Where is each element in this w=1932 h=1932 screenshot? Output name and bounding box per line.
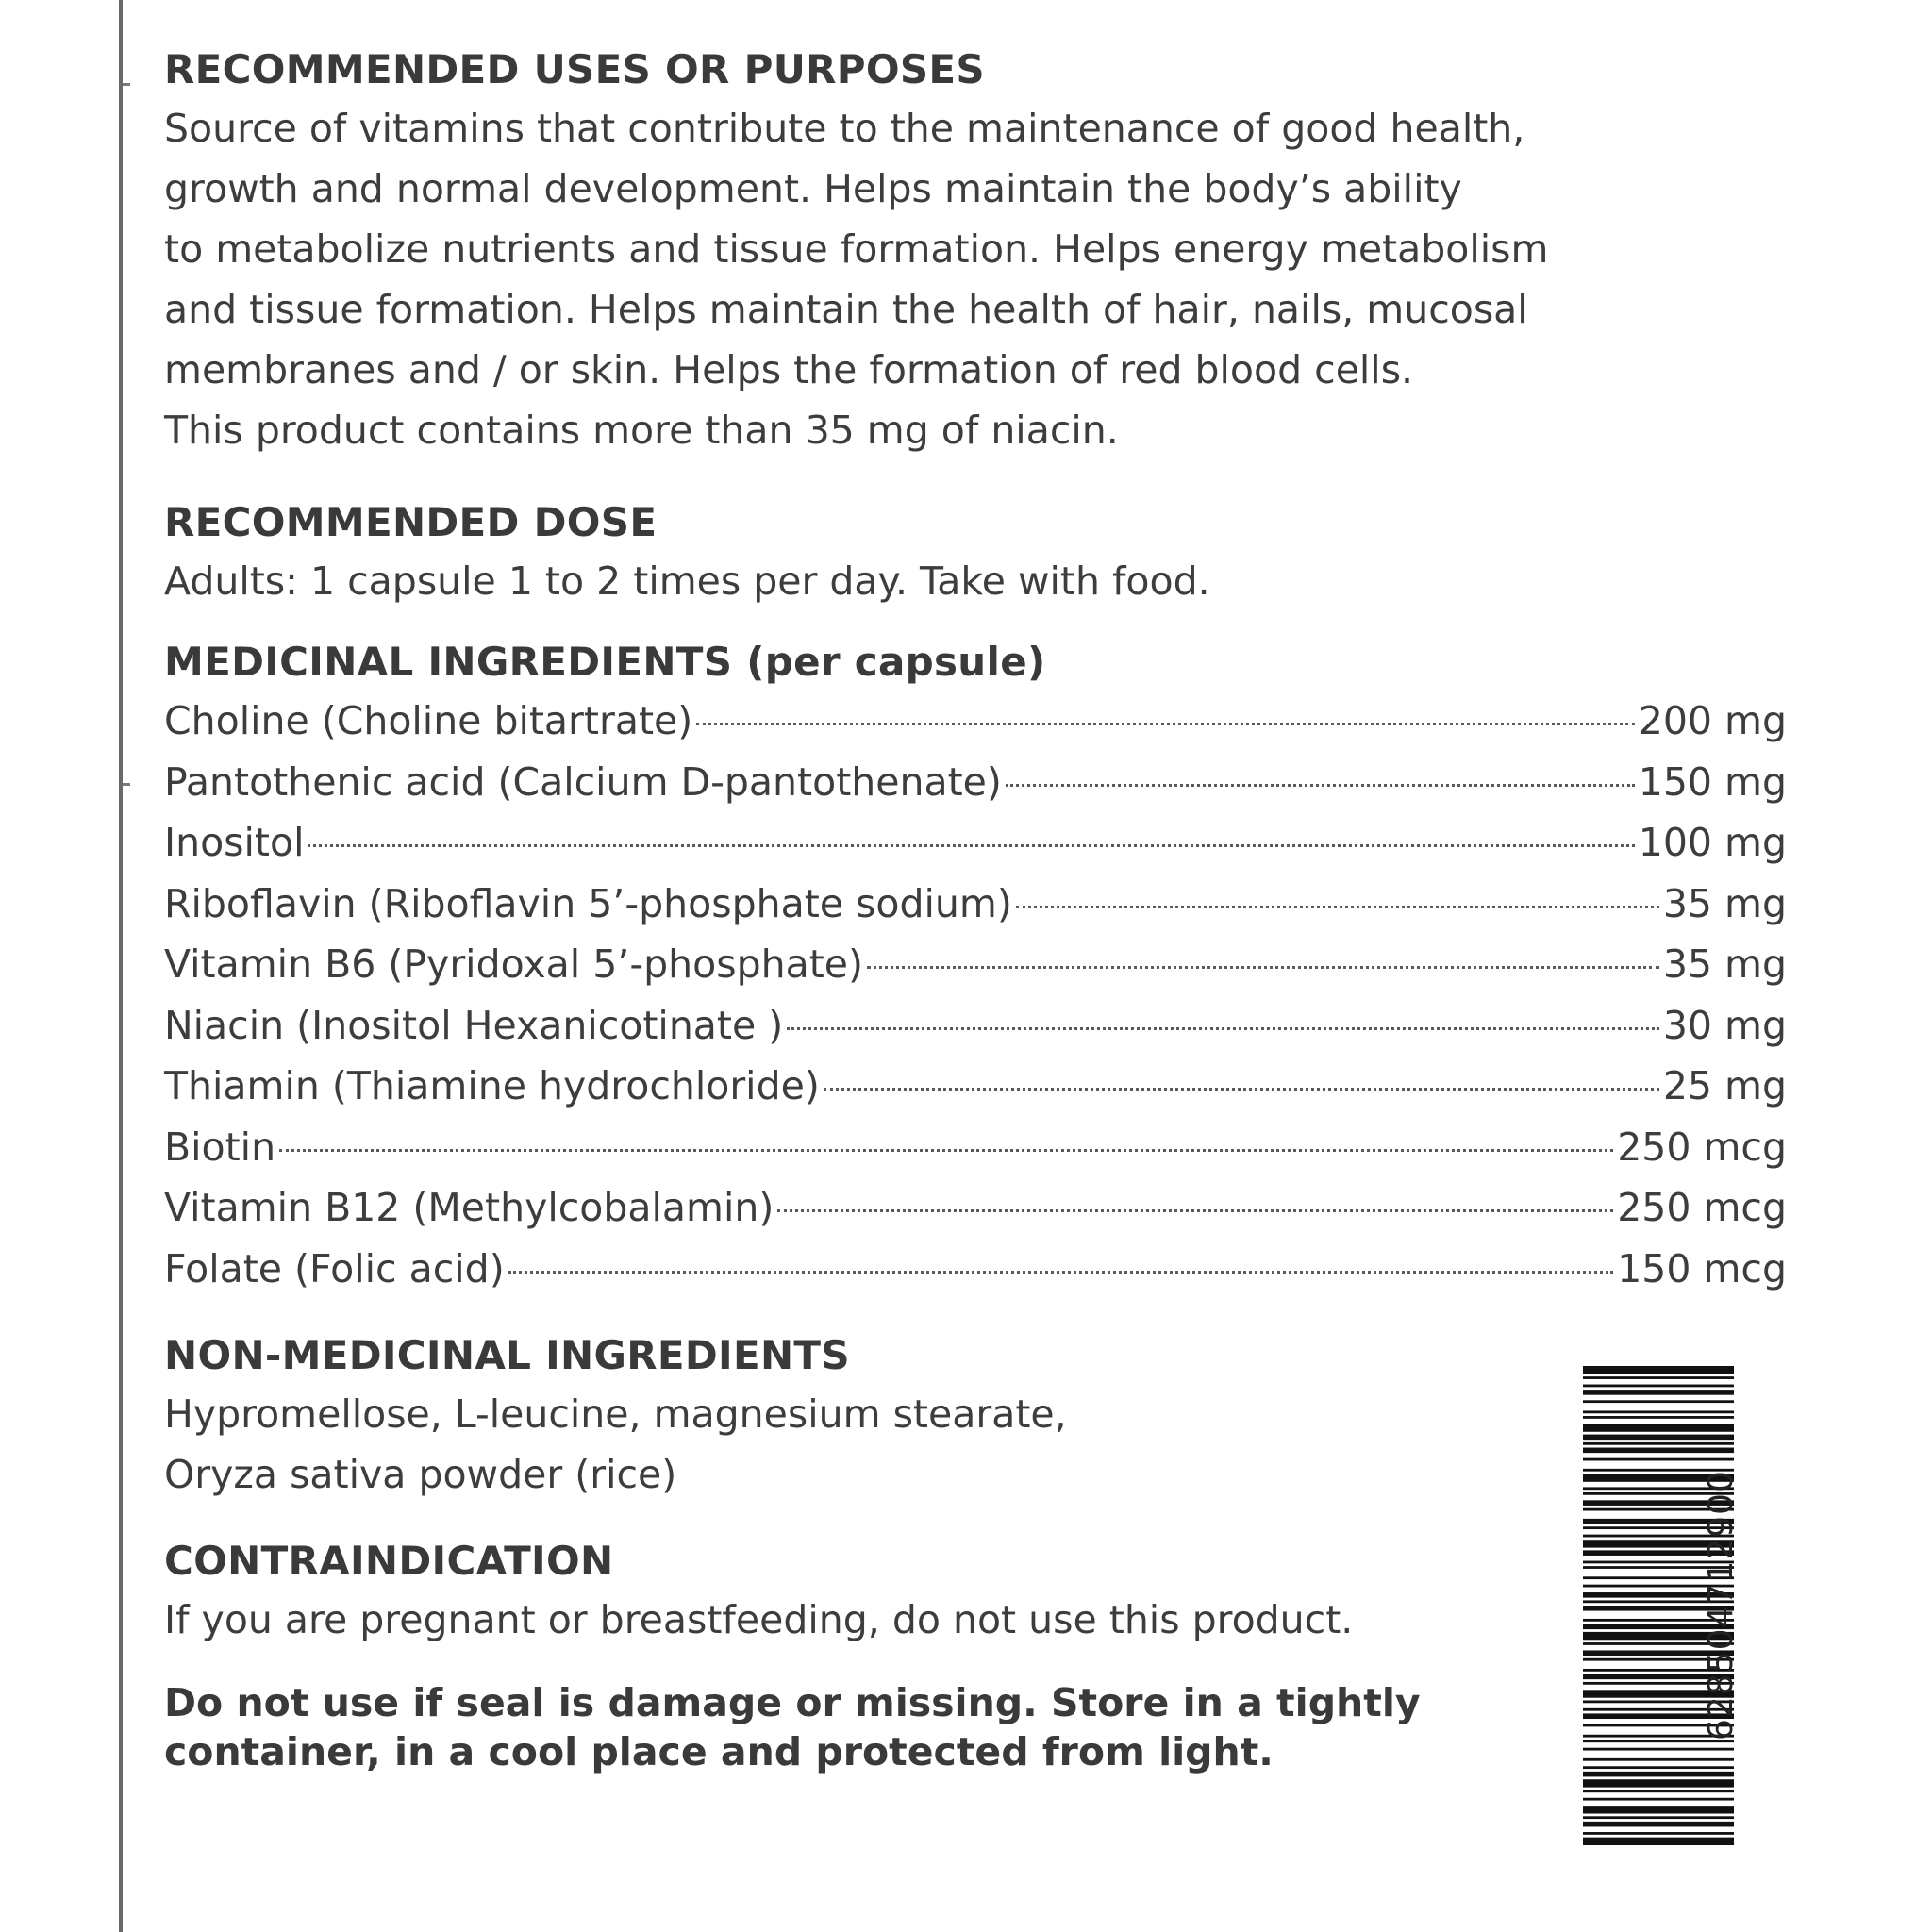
warning-line: Do not use if seal is damage or missing. Store in a tightly [164, 1680, 1421, 1725]
dot-leader [308, 844, 1634, 847]
label-content [164, 42, 1787, 1776]
dose-section [164, 494, 1787, 611]
uses-line: to metabolize nutrients and tissue formation. Helps energy metabolism [164, 226, 1549, 272]
ingredient-name: Vitamin B12 (Methylcobalamin) [164, 1185, 774, 1230]
dot-leader [824, 1088, 1659, 1091]
dot-leader [1016, 906, 1659, 908]
uses-line: membranes and / or skin. Helps the formation of red blood cells. [164, 347, 1414, 392]
ingredient-row [164, 1056, 1787, 1117]
dot-leader [508, 1271, 1614, 1274]
ingredient-amount: 30 mg [1662, 1002, 1787, 1048]
ingredient-row [164, 1239, 1787, 1300]
ingredient-name: Niacin (Inositol Hexanicotinate ) [164, 1002, 784, 1048]
medicinal-heading [164, 634, 1787, 691]
contraindication-section [164, 1533, 1787, 1650]
medicinal-heading-suffix: (per capsule) [746, 639, 1046, 685]
ingredient-row [164, 934, 1787, 995]
ingredient-name: Inositol [164, 820, 305, 865]
non-medicinal-line: Oryza sativa powder (rice) [164, 1452, 677, 1497]
ingredient-name: Choline (Choline bitartrate) [164, 698, 693, 743]
ingredient-name: Biotin [164, 1124, 276, 1170]
border-tick [123, 83, 130, 86]
ingredient-name: Thiamin (Thiamine hydrochloride) [164, 1063, 820, 1108]
storage-warning [164, 1678, 1787, 1776]
ingredient-row [164, 995, 1787, 1057]
ingredient-amount: 25 mg [1662, 1063, 1787, 1108]
dot-leader [696, 723, 1634, 725]
ingredient-row [164, 691, 1787, 752]
ingredient-row [164, 752, 1787, 813]
uses-line: Source of vitamins that contribute to the maintenance of good health, [164, 106, 1525, 151]
ingredient-amount: 35 mg [1662, 880, 1787, 926]
uses-line: growth and normal development. Helps maintain the body’s ability [164, 166, 1462, 211]
ingredient-amount: 200 mg [1638, 698, 1787, 743]
non-medicinal-section [164, 1327, 1787, 1505]
dot-leader [279, 1149, 1613, 1152]
ingredient-name: Vitamin B6 (Pyridoxal 5’-phosphate) [164, 941, 864, 987]
non-medicinal-line: Hypromellose, L-leucine, magnesium stearate, [164, 1391, 1067, 1437]
uses-heading: RECOMMENDED USES OR PURPOSES [164, 46, 985, 92]
contraindication-heading: CONTRAINDICATION [164, 1538, 614, 1584]
ingredient-amount: 250 mcg [1617, 1124, 1787, 1170]
ingredient-name: Riboflavin (Riboflavin 5’-phosphate sodium) [164, 880, 1012, 926]
barcode-number: 628504712900 [1702, 1470, 1740, 1741]
warning-line: container, in a cool place and protected from light. [164, 1729, 1274, 1774]
medicinal-heading-title: MEDICINAL INGREDIENTS [164, 639, 733, 685]
non-medicinal-heading: NON-MEDICINAL INGREDIENTS [164, 1332, 850, 1378]
ingredient-amount: 35 mg [1662, 941, 1787, 987]
uses-line: and tissue formation. Helps maintain the health of hair, nails, mucosal [164, 287, 1528, 332]
ingredient-row [164, 812, 1787, 874]
dose-heading: RECOMMENDED DOSE [164, 499, 658, 545]
uses-section [164, 42, 1787, 460]
dose-text: Adults: 1 capsule 1 to 2 times per day. Take with food. [164, 558, 1210, 604]
dot-leader [1006, 784, 1635, 787]
ingredient-row [164, 1177, 1787, 1239]
dot-leader [867, 966, 1659, 969]
uses-line: This product contains more than 35 mg of niacin. [164, 408, 1119, 453]
ingredient-row [164, 874, 1787, 935]
left-border-rule [119, 0, 123, 1932]
ingredient-amount: 100 mg [1638, 820, 1787, 865]
border-tick [123, 783, 130, 786]
ingredient-amount: 250 mcg [1617, 1185, 1787, 1230]
ingredient-row [164, 1117, 1787, 1178]
ingredient-name: Folate (Folic acid) [164, 1245, 505, 1291]
medicinal-ingredients-section [164, 634, 1787, 1299]
contraindication-text: If you are pregnant or breastfeeding, do not use this product. [164, 1597, 1354, 1642]
ingredient-amount: 150 mg [1638, 758, 1787, 805]
ingredient-name: Pantothenic acid (Calcium D-pantothenate) [164, 758, 1002, 805]
dot-leader [787, 1027, 1659, 1030]
ingredient-amount: 150 mcg [1617, 1245, 1787, 1291]
dot-leader [777, 1209, 1613, 1212]
